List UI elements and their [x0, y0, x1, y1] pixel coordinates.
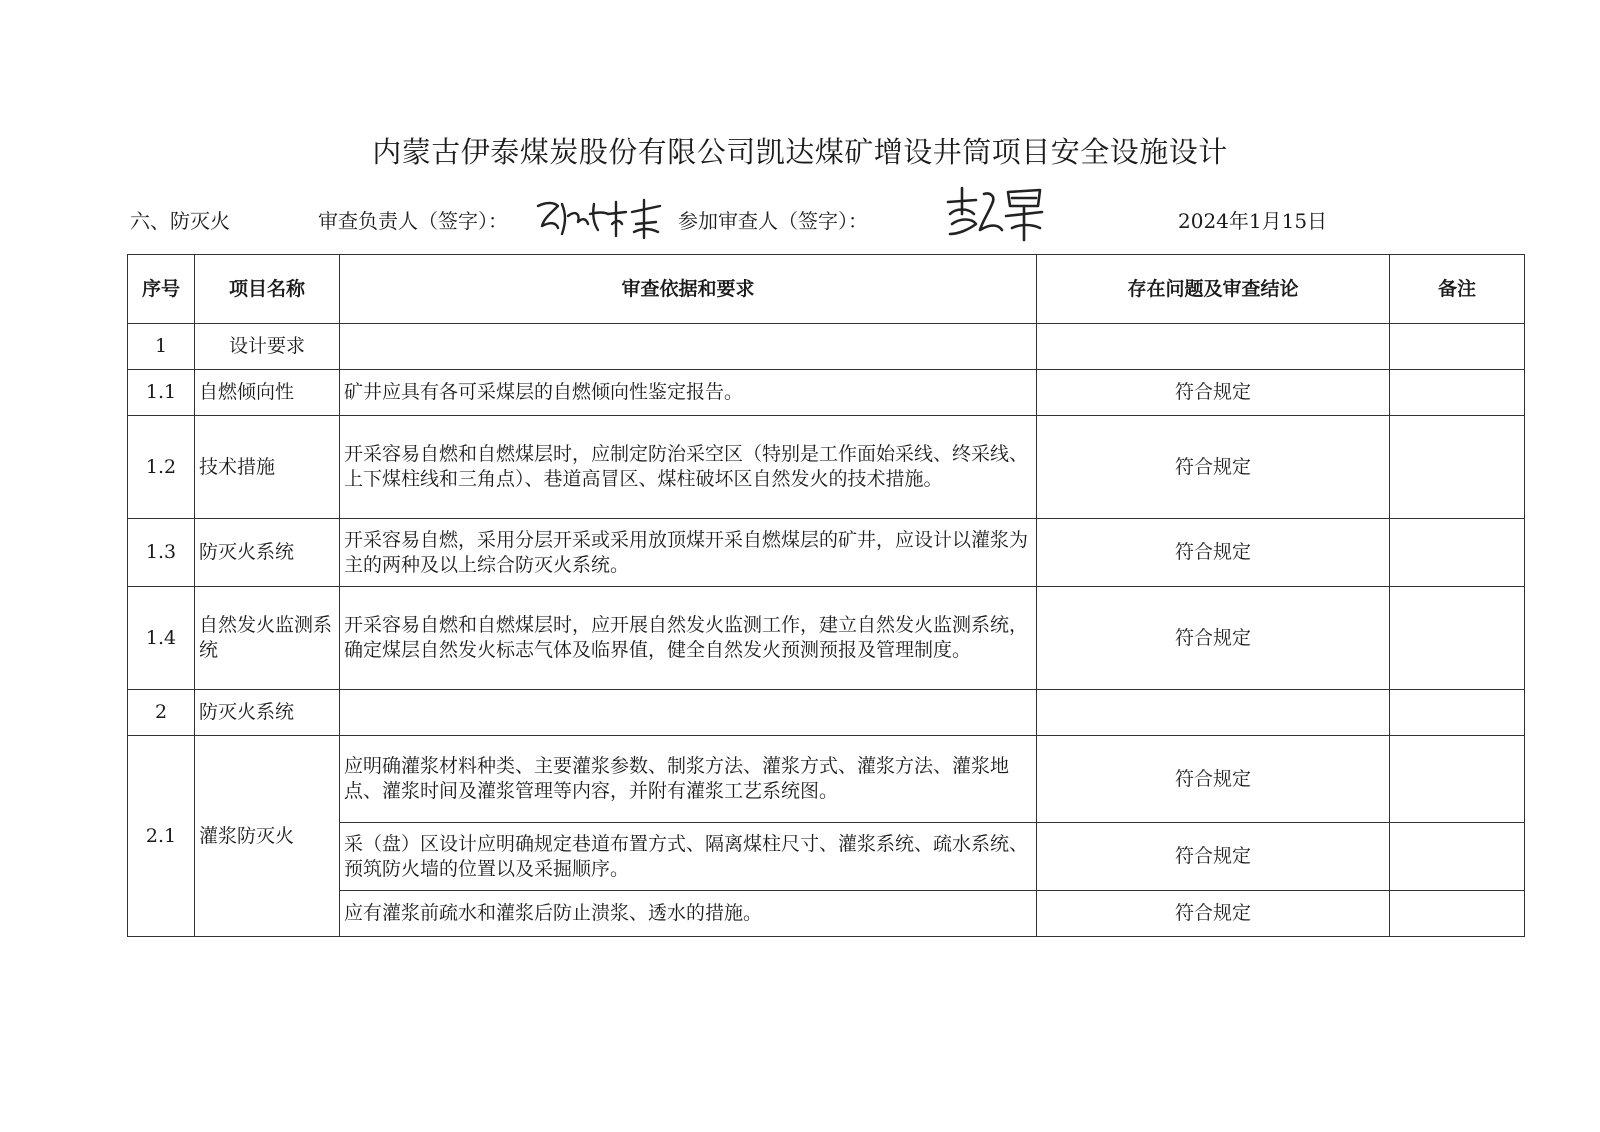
row-name: 技术措施: [195, 416, 340, 519]
document-title: 内蒙古伊泰煤炭股份有限公司凯达煤矿增设井筒项目安全设施设计: [372, 135, 1228, 169]
row-num: 2: [128, 690, 195, 736]
row-name: 防灭火系统: [195, 690, 340, 736]
row-note: [1390, 519, 1525, 587]
header-conclusion: 存在问题及审查结论: [1037, 255, 1390, 324]
row-note: [1390, 736, 1525, 823]
header-num: 序号: [128, 255, 195, 324]
row-num: 2.1: [128, 736, 195, 937]
row-note: [1390, 690, 1525, 736]
table-row: [128, 690, 1525, 736]
row-conclusion: 符合规定: [1037, 519, 1390, 587]
review-table: [127, 254, 1525, 937]
participant-label: 参加审查人（签字）：: [678, 209, 868, 233]
row-conclusion: 符合规定: [1037, 823, 1390, 891]
header-basis: 审查依据和要求: [340, 255, 1037, 324]
table-row: [128, 416, 1525, 519]
row-name: 自然发火监测系统: [195, 587, 340, 690]
row-num: 1.1: [128, 370, 195, 416]
row-num: 1.4: [128, 587, 195, 690]
reviewer-label: 审查负责人（签字）：: [318, 209, 508, 233]
row-conclusion: 符合规定: [1037, 416, 1390, 519]
row-note: [1390, 587, 1525, 690]
row-note: [1390, 823, 1525, 891]
row-num: 1.3: [128, 519, 195, 587]
review-date: 2024年1月15日: [1178, 209, 1328, 233]
header-note: 备注: [1390, 255, 1525, 324]
row-name: 自燃倾向性: [195, 370, 340, 416]
row-name: 灌浆防灭火: [195, 736, 340, 937]
table-row: [128, 519, 1525, 587]
participant-signature: [942, 184, 1052, 242]
row-basis: 开采容易自燃，采用分层开采或采用放顶煤开采自燃煤层的矿井，应设计以灌浆为主的两种及以上综合防灭火系统。: [340, 519, 1037, 587]
table-row: [128, 370, 1525, 416]
section-heading: 六、防灭火: [130, 209, 230, 233]
row-basis: 采（盘）区设计应明确规定巷道布置方式、隔离煤柱尺寸、灌浆系统、疏水系统、预筑防火墙的位置以及采掘顺序。: [340, 823, 1037, 891]
row-conclusion: 符合规定: [1037, 736, 1390, 823]
row-note: [1390, 891, 1525, 937]
table-row: [128, 587, 1525, 690]
row-note: [1390, 324, 1525, 370]
row-name: 设计要求: [195, 324, 340, 370]
row-basis: 矿井应具有各可采煤层的自燃倾向性鉴定报告。: [340, 370, 1037, 416]
row-conclusion: 符合规定: [1037, 891, 1390, 937]
row-num: 1: [128, 324, 195, 370]
row-note: [1390, 370, 1525, 416]
row-num: 1.2: [128, 416, 195, 519]
row-basis: 应明确灌浆材料种类、主要灌浆参数、制浆方法、灌浆方式、灌浆方法、灌浆地点、灌浆时间及灌浆管理等内容，并附有灌浆工艺系统图。: [340, 736, 1037, 823]
row-note: [1390, 416, 1525, 519]
table-header-row: [128, 255, 1525, 324]
row-basis: 开采容易自燃和自燃煤层时，应开展自然发火监测工作，建立自然发火监测系统，确定煤层自然发火标志气体及临界值，健全自然发火预测预报及管理制度。: [340, 587, 1037, 690]
row-basis: [340, 324, 1037, 370]
header-name: 项目名称: [195, 255, 340, 324]
row-basis: 开采容易自燃和自燃煤层时，应制定防治采空区（特别是工作面始采线、终采线、上下煤柱线和三角点）、巷道高冒区、煤柱破坏区自然发火的技术措施。: [340, 416, 1037, 519]
row-conclusion: 符合规定: [1037, 370, 1390, 416]
row-basis: 应有灌浆前疏水和灌浆后防止溃浆、透水的措施。: [340, 891, 1037, 937]
table-row: [128, 324, 1525, 370]
row-conclusion: [1037, 324, 1390, 370]
row-conclusion: 符合规定: [1037, 587, 1390, 690]
row-name: 防灭火系统: [195, 519, 340, 587]
table-row: [128, 736, 1525, 823]
row-basis: [340, 690, 1037, 736]
reviewer-signature: [532, 192, 682, 240]
row-conclusion: [1037, 690, 1390, 736]
